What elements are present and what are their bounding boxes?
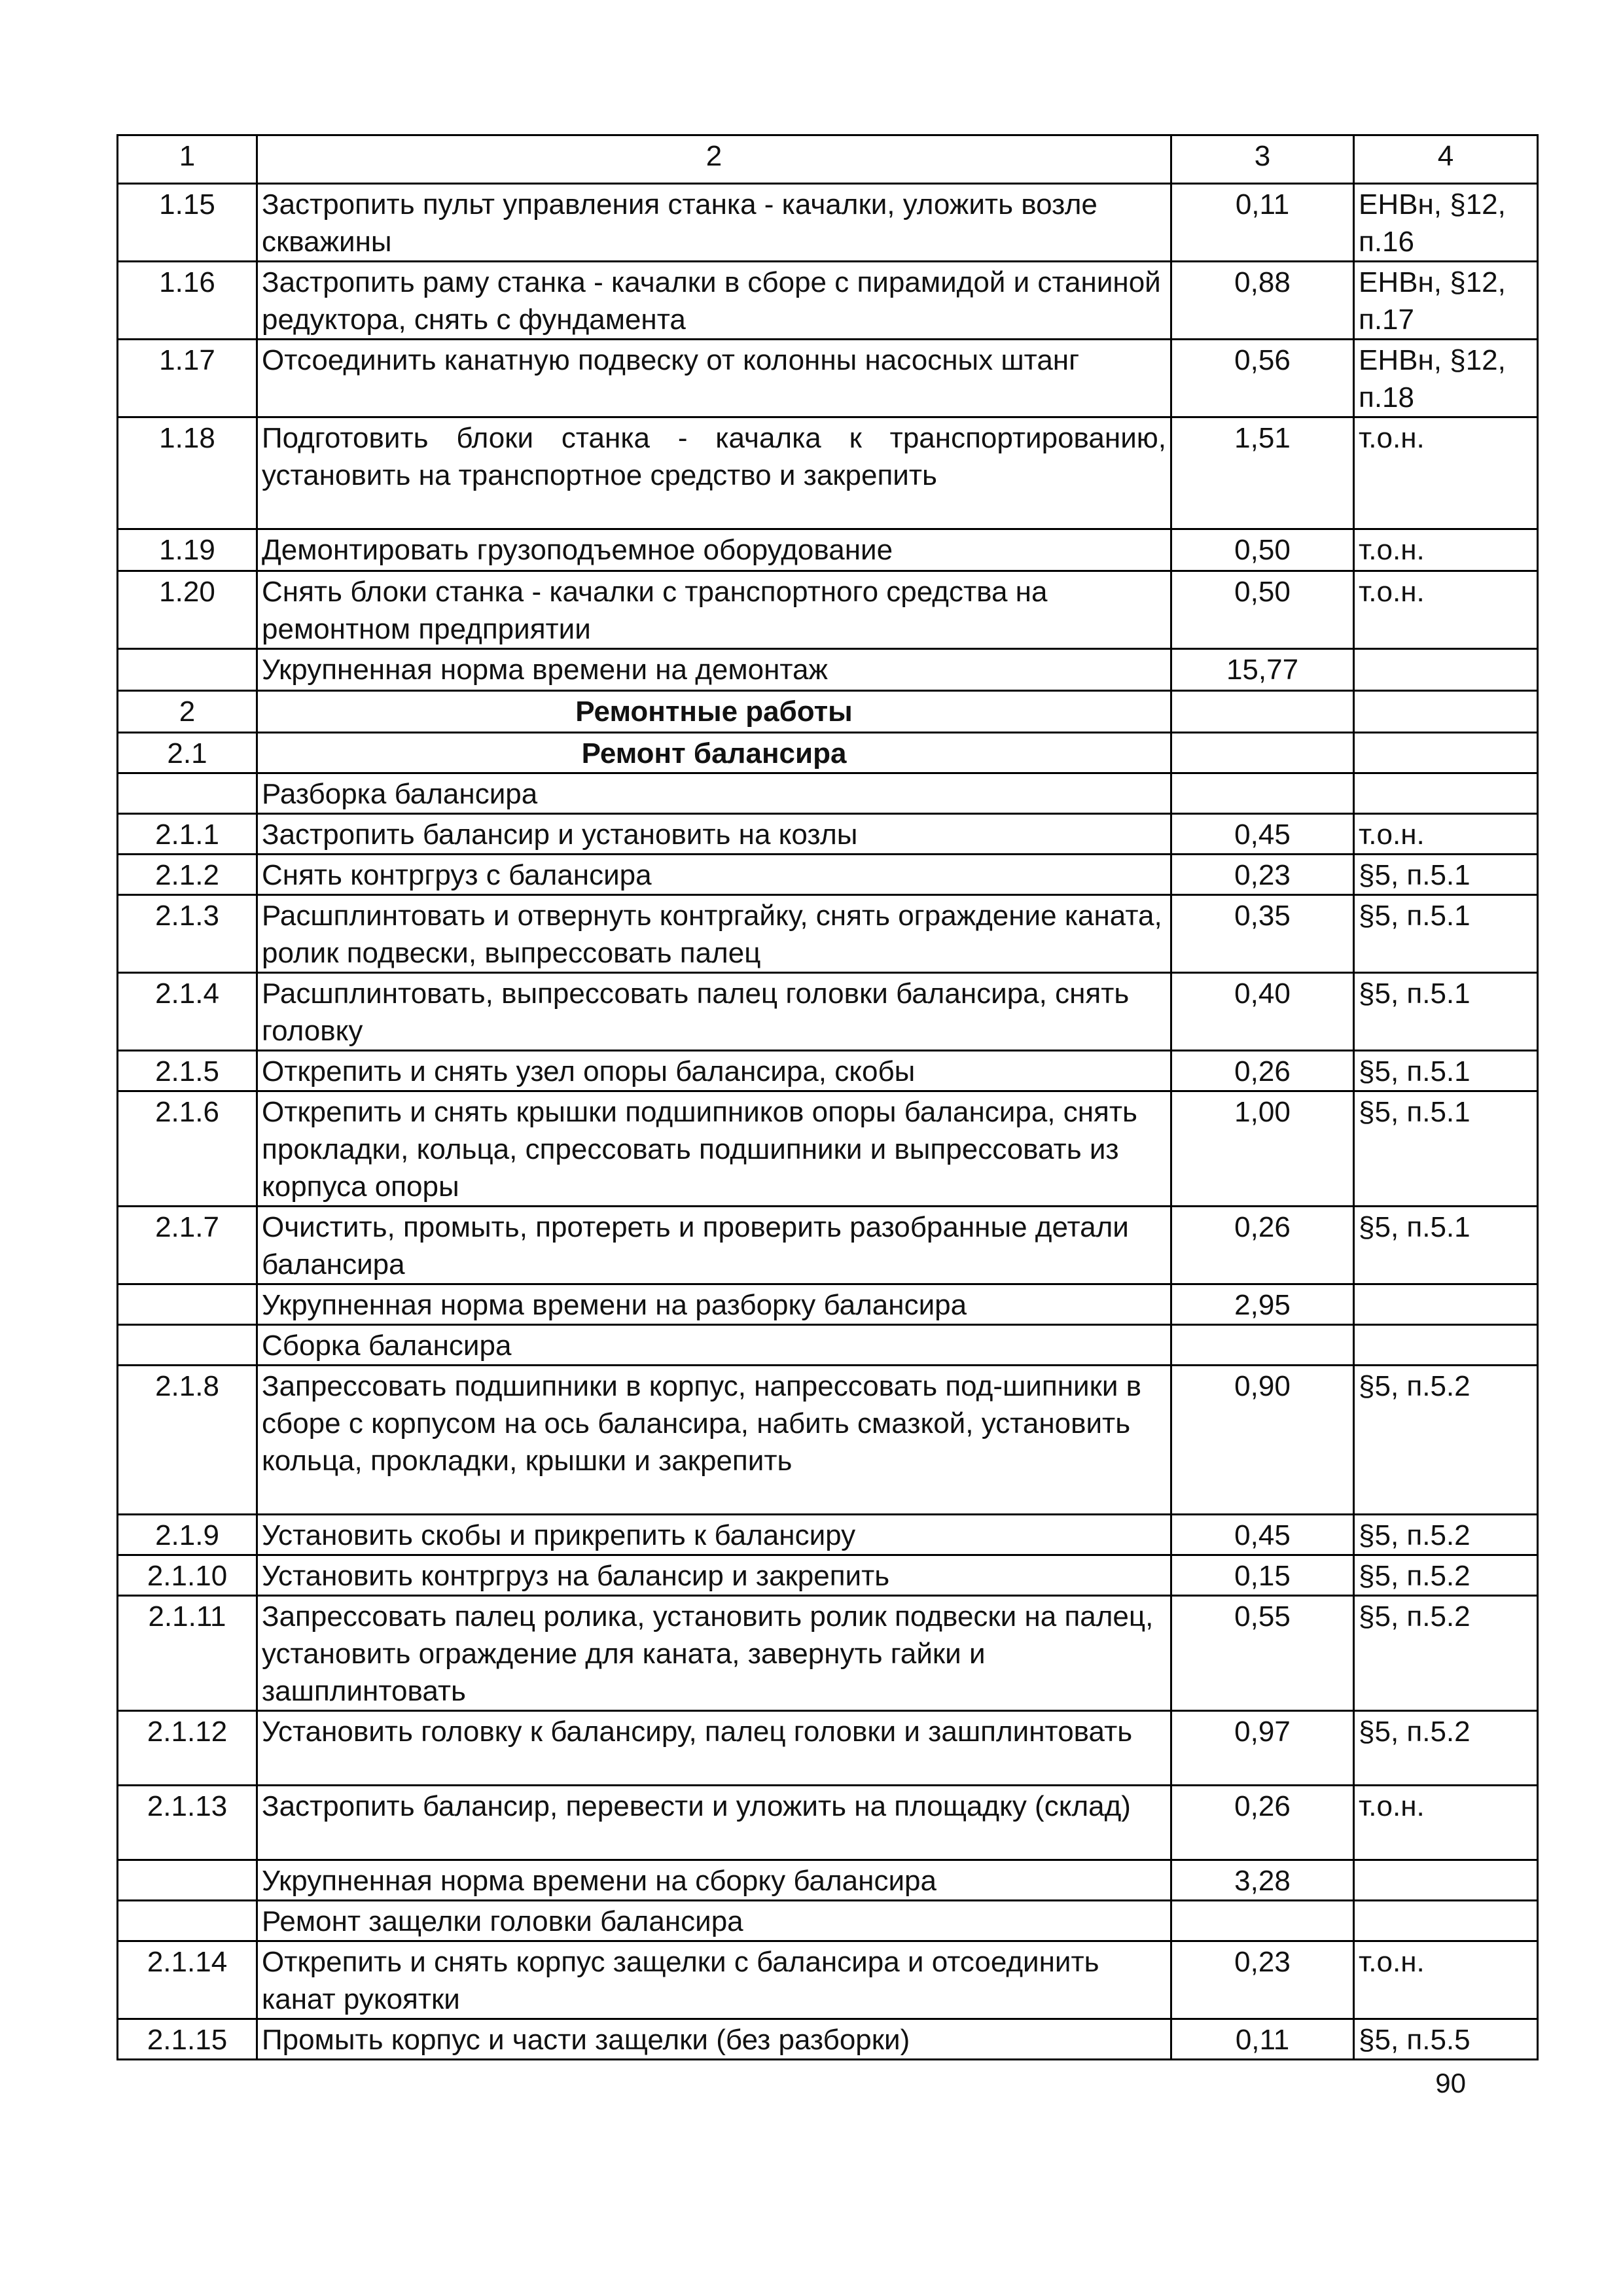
time-norm-cell: 0,23 [1171,855,1354,895]
reference-cell: т.о.н. [1354,529,1538,571]
row-number-cell: 2.1.14 [118,1941,257,2019]
table-row [118,895,1538,973]
time-norm-cell: 0,35 [1171,895,1354,973]
operation-description-cell: Установить головку к балансиру, палец головки и зашплинтовать [257,1711,1171,1786]
table-header-row [118,135,1538,184]
row-number-cell: 2.1.9 [118,1515,257,1555]
operation-description-cell: Разборка балансира [257,773,1171,814]
table-row [118,855,1538,895]
row-number-cell: 2 [118,691,257,733]
table-row [118,340,1538,417]
operation-description-cell: Запрессовать палец ролика, установить ролик подвески на палец, установить ограждение для каната, завернуть гайки и зашплинтовать [257,1596,1171,1711]
table-row [118,1596,1538,1711]
table-row [118,1901,1538,1941]
table-row [118,1941,1538,2019]
row-number-cell: 2.1.13 [118,1786,257,1860]
table-row [118,1325,1538,1366]
operation-description-cell: Установить скобы и прикрепить к балансиру [257,1515,1171,1555]
table-row [118,262,1538,340]
operation-description-cell: Укрупненная норма времени на разборку балансира [257,1284,1171,1325]
operation-description-cell: Открепить и снять корпус защелки с балансира и отсоединить канат рукоятки [257,1941,1171,2019]
reference-cell [1354,649,1538,691]
time-norm-cell: 0,97 [1171,1711,1354,1786]
operation-description-cell: Установить контргруз на балансир и закрепить [257,1555,1171,1596]
operation-description-cell: Запрессовать подшипники в корпус, напрессовать под-шипники в сборе с корпусом на ось балансира, набить смазкой, установить кольца, прокладки, крышки и закрепить [257,1366,1171,1515]
row-number-cell: 2.1.3 [118,895,257,973]
operation-description-cell: Расшплинтовать и отвернуть контргайку, снять ограждение каната, ролик подвески, выпрессовать палец [257,895,1171,973]
time-norm-cell: 0,56 [1171,340,1354,417]
table-row [118,1515,1538,1555]
reference-cell: §5, п.5.1 [1354,1051,1538,1091]
reference-cell [1354,733,1538,773]
operation-description-cell: Снять блоки станка - качалки с транспортного средства на ремонтном предприятии [257,571,1171,649]
row-number-cell: 2.1.15 [118,2019,257,2060]
row-number-cell: 2.1 [118,733,257,773]
reference-cell: т.о.н. [1354,1941,1538,2019]
reference-cell [1354,1284,1538,1325]
operation-description-cell: Открепить и снять крышки подшипников опоры балансира, снять прокладки, кольца, спрессовать подшипники и выпрессовать из корпуса опоры [257,1091,1171,1207]
time-norm-cell: 1,51 [1171,417,1354,529]
time-norm-cell [1171,1901,1354,1941]
reference-cell: §5, п.5.5 [1354,2019,1538,2060]
time-norm-cell [1171,691,1354,733]
table-row [118,814,1538,855]
row-number-cell [118,1284,257,1325]
time-norm-cell: 0,45 [1171,1515,1354,1555]
operation-description-cell: Сборка балансира [257,1325,1171,1366]
reference-cell: т.о.н. [1354,571,1538,649]
operation-description-cell: Ремонт защелки головки балансира [257,1901,1171,1941]
row-number-cell [118,1860,257,1901]
operation-description-cell: Застропить балансир, перевести и уложить на площадку (склад) [257,1786,1171,1860]
row-number-cell: 2.1.6 [118,1091,257,1207]
row-number-cell: 2.1.11 [118,1596,257,1711]
time-norm-cell: 0,26 [1171,1051,1354,1091]
reference-cell: §5, п.5.2 [1354,1596,1538,1711]
time-norm-cell: 0,11 [1171,184,1354,262]
table-row [118,691,1538,733]
row-number-cell: 1.19 [118,529,257,571]
header-col-1: 1 [118,135,257,184]
time-norm-cell [1171,733,1354,773]
table-row [118,1555,1538,1596]
header-col-2: 2 [257,135,1171,184]
table-row [118,184,1538,262]
operation-description-cell: Промыть корпус и части защелки (без разборки) [257,2019,1171,2060]
time-norm-cell: 0,45 [1171,814,1354,855]
time-norm-cell: 0,11 [1171,2019,1354,2060]
time-norms-table [116,134,1539,2060]
table-row [118,1860,1538,1901]
time-norm-cell: 0,50 [1171,529,1354,571]
operation-description-cell: Ремонтные работы [257,691,1171,733]
row-number-cell: 2.1.1 [118,814,257,855]
time-norm-cell: 0,23 [1171,1941,1354,2019]
row-number-cell: 1.16 [118,262,257,340]
reference-cell: §5, п.5.2 [1354,1711,1538,1786]
reference-cell [1354,1325,1538,1366]
time-norm-cell: 3,28 [1171,1860,1354,1901]
table-row [118,2019,1538,2060]
operation-description-cell: Очистить, промыть, протереть и проверить разобранные детали балансира [257,1207,1171,1284]
reference-cell: §5, п.5.1 [1354,1091,1538,1207]
reference-cell: т.о.н. [1354,417,1538,529]
table-row [118,773,1538,814]
row-number-cell: 1.20 [118,571,257,649]
reference-cell: ЕНВн, §12, п.17 [1354,262,1538,340]
header-col-3: 3 [1171,135,1354,184]
row-number-cell: 2.1.12 [118,1711,257,1786]
reference-cell [1354,773,1538,814]
table-row [118,571,1538,649]
row-number-cell: 2.1.7 [118,1207,257,1284]
operation-description-cell: Снять контргруз с балансира [257,855,1171,895]
operation-description-cell: Застропить раму станка - качалки в сборе с пирамидой и станиной редуктора, снять с фундамента [257,262,1171,340]
reference-cell: §5, п.5.1 [1354,973,1538,1051]
table-row [118,649,1538,691]
row-number-cell [118,649,257,691]
time-norm-cell: 2,95 [1171,1284,1354,1325]
time-norm-cell [1171,1325,1354,1366]
row-number-cell [118,1325,257,1366]
reference-cell: т.о.н. [1354,814,1538,855]
time-norm-cell: 15,77 [1171,649,1354,691]
table-row [118,1091,1538,1207]
time-norm-cell: 0,15 [1171,1555,1354,1596]
row-number-cell: 1.17 [118,340,257,417]
row-number-cell: 1.18 [118,417,257,529]
reference-cell: §5, п.5.2 [1354,1366,1538,1515]
table-row [118,1366,1538,1515]
operation-description-cell: Ремонт балансира [257,733,1171,773]
page-number: 90 [1435,2068,1466,2098]
time-norm-cell: 0,90 [1171,1366,1354,1515]
time-norm-cell [1171,773,1354,814]
time-norm-cell: 0,88 [1171,262,1354,340]
reference-cell: т.о.н. [1354,1786,1538,1860]
reference-cell [1354,1901,1538,1941]
operation-description-cell: Застропить пульт управления станка - качалки, уложить возле скважины [257,184,1171,262]
reference-cell: §5, п.5.2 [1354,1515,1538,1555]
time-norm-cell: 0,50 [1171,571,1354,649]
row-number-cell: 2.1.2 [118,855,257,895]
operation-description-cell: Открепить и снять узел опоры балансира, скобы [257,1051,1171,1091]
time-norm-cell: 1,00 [1171,1091,1354,1207]
reference-cell: ЕНВн, §12, п.18 [1354,340,1538,417]
row-number-cell: 2.1.8 [118,1366,257,1515]
operation-description-cell: Застропить балансир и установить на козлы [257,814,1171,855]
table-row [118,733,1538,773]
table-row [118,973,1538,1051]
reference-cell [1354,1860,1538,1901]
reference-cell: ЕНВн, §12, п.16 [1354,184,1538,262]
time-norm-cell: 0,26 [1171,1786,1354,1860]
operation-description-cell: Отсоединить канатную подвеску от колонны насосных штанг [257,340,1171,417]
row-number-cell: 2.1.4 [118,973,257,1051]
time-norm-cell: 0,26 [1171,1207,1354,1284]
time-norm-cell: 0,55 [1171,1596,1354,1711]
table-row [118,1051,1538,1091]
header-col-4: 4 [1354,135,1538,184]
row-number-cell [118,773,257,814]
table-row [118,529,1538,571]
operation-description-cell: Укрупненная норма времени на сборку балансира [257,1860,1171,1901]
table-row [118,1284,1538,1325]
operation-description-cell: Демонтировать грузоподъемное оборудование [257,529,1171,571]
reference-cell: §5, п.5.1 [1354,895,1538,973]
operation-description-cell: Укрупненная норма времени на демонтаж [257,649,1171,691]
row-number-cell: 2.1.10 [118,1555,257,1596]
time-norm-cell: 0,40 [1171,973,1354,1051]
operation-description-cell: Подготовить блоки станка - качалка к транспортированию, установить на транспортное средство и закрепить [257,417,1171,529]
table-row [118,417,1538,529]
reference-cell [1354,691,1538,733]
table-row [118,1711,1538,1786]
row-number-cell: 2.1.5 [118,1051,257,1091]
table-row [118,1786,1538,1860]
table-body [118,135,1538,2060]
reference-cell: §5, п.5.2 [1354,1555,1538,1596]
table-row [118,1207,1538,1284]
row-number-cell: 1.15 [118,184,257,262]
row-number-cell [118,1901,257,1941]
operation-description-cell: Расшплинтовать, выпрессовать палец головки балансира, снять головку [257,973,1171,1051]
reference-cell: §5, п.5.1 [1354,855,1538,895]
reference-cell: §5, п.5.1 [1354,1207,1538,1284]
